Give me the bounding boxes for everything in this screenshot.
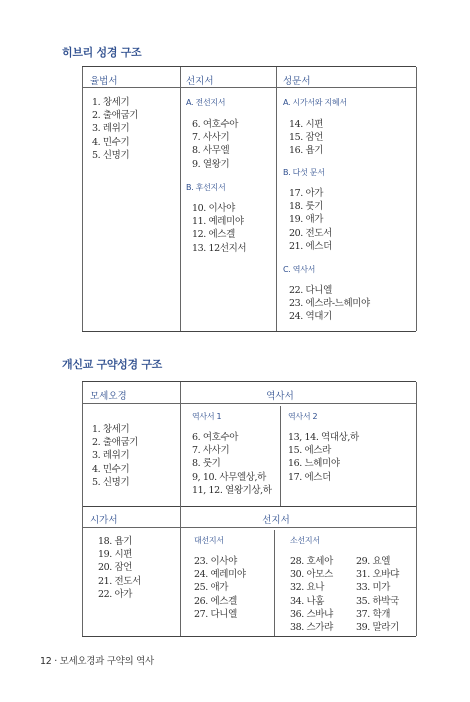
former-prophets-list <box>192 118 238 171</box>
protestant-section-title: 개신교 구약성경 구조 <box>62 358 162 371</box>
list-item: 12. 에스겔 <box>192 229 235 241</box>
list-item: 37. 학개 <box>356 608 391 620</box>
history2-label: 역사서 2 <box>288 412 318 421</box>
history1-label: 역사서 1 <box>192 412 222 421</box>
hebrew-top-rule <box>82 66 416 67</box>
list-item: 4. 민수기 <box>92 136 130 148</box>
writings-a-list <box>289 118 323 158</box>
list-item: 26. 에스겔 <box>194 595 237 607</box>
list-item: 22. 아가 <box>98 588 133 600</box>
list-item: 24. 예레미야 <box>194 569 246 581</box>
list-item: 7. 사사기 <box>192 445 230 457</box>
list-item: 13. 12선지서 <box>192 242 247 254</box>
list-item: 36. 스바냐 <box>290 608 333 620</box>
list-item: 3. 레위기 <box>92 450 130 462</box>
header-writings: 성문서 <box>283 76 311 87</box>
list-item: 1. 창세기 <box>92 97 130 108</box>
list-item: 3. 레위기 <box>92 123 130 135</box>
list-item: 25. 애가 <box>194 582 229 594</box>
list-item: 35. 하박국 <box>356 595 399 607</box>
list-item: 38. 스가랴 <box>290 622 333 634</box>
list-item: 14. 시편 <box>289 119 324 130</box>
list-item: 16. 느헤미야 <box>288 458 340 470</box>
list-item: 4. 민수기 <box>92 463 130 475</box>
writings-b-list <box>289 187 332 253</box>
protestant-header-rule <box>82 403 416 404</box>
header-pentateuch: 모세오경 <box>90 391 127 402</box>
history1-list <box>192 431 272 497</box>
list-item: 20. 잠언 <box>98 562 133 574</box>
list-item: 9. 열왕기 <box>192 158 230 170</box>
list-item: 8. 룻기 <box>192 458 221 470</box>
former-prophets-label: A. 전선지서 <box>186 98 226 107</box>
hebrew-header-rule <box>82 87 416 88</box>
list-item: 15. 에스라 <box>288 445 331 457</box>
torah-list <box>92 96 138 162</box>
list-item: 8. 사무엘 <box>192 145 230 157</box>
minor-prophets-label: 소선지서 <box>290 536 320 545</box>
list-item: 11. 예레미야 <box>192 216 244 228</box>
history2-list <box>288 431 359 484</box>
protestant-bottom-rule <box>82 636 416 637</box>
list-item: 5. 신명기 <box>92 149 130 161</box>
pentateuch-list <box>92 423 138 489</box>
list-item: 19. 시편 <box>98 549 133 561</box>
page-footer: 12 · 모세오경과 구약의 역사 <box>40 656 154 667</box>
hebrew-bottom-rule <box>82 331 416 332</box>
list-item: 32. 요나 <box>290 582 325 594</box>
protestant-top-rule <box>82 381 416 382</box>
list-item: 28. 호세아 <box>290 556 333 567</box>
header-torah: 율법서 <box>90 76 118 87</box>
list-item: 13, 14. 역대상,하 <box>288 432 359 443</box>
list-item: 17. 에스더 <box>288 471 331 483</box>
list-item: 20. 전도서 <box>289 227 332 239</box>
list-item: 34. 나훔 <box>290 595 325 607</box>
list-item: 16. 욥기 <box>289 145 324 157</box>
list-item: 2. 출애굽기 <box>92 110 138 122</box>
list-item: 22. 다니엘 <box>289 285 332 296</box>
latter-prophets-list <box>192 202 246 255</box>
list-item: 5. 신명기 <box>92 476 130 488</box>
list-item: 6. 여호수아 <box>192 119 238 130</box>
minor-prophets-list-1 <box>290 555 333 634</box>
list-item: 21. 전도서 <box>98 575 141 587</box>
list-item: 18. 욥기 <box>98 536 133 547</box>
hebrew-section-title: 히브리 성경 구조 <box>62 46 142 59</box>
protestant-mid-rule <box>82 506 416 507</box>
list-item: 7. 사사기 <box>192 132 230 144</box>
writings-b-label: B. 다섯 문서 <box>283 168 325 177</box>
list-item: 31. 오바댜 <box>356 569 399 581</box>
major-prophets-list <box>194 555 246 621</box>
list-item: 21. 에스더 <box>289 240 332 252</box>
minor-prophets-list-2 <box>356 555 399 634</box>
list-item: 1. 창세기 <box>92 424 130 435</box>
poetry-list <box>98 535 141 601</box>
header-poetry: 시가서 <box>90 515 118 526</box>
header-prophets: 선지서 <box>186 76 214 87</box>
list-item: 23. 이사야 <box>194 556 237 567</box>
header-history: 역사서 <box>266 391 294 402</box>
list-item: 2. 출애굽기 <box>92 437 138 449</box>
list-item: 33. 미가 <box>356 582 391 594</box>
list-item: 17. 아가 <box>289 188 324 199</box>
list-item: 30. 아모스 <box>290 569 333 581</box>
list-item: 23. 에스라-느헤미야 <box>289 298 370 310</box>
list-item: 29. 요엘 <box>356 556 391 567</box>
list-item: 6. 여호수아 <box>192 432 238 443</box>
writings-c-label: C. 역사서 <box>283 265 316 274</box>
writings-c-list <box>289 284 370 324</box>
list-item: 15. 잠언 <box>289 132 324 144</box>
list-item: 11, 12. 열왕기상,하 <box>192 484 272 496</box>
list-item: 9, 10. 사무엘상,하 <box>192 471 266 483</box>
list-item: 10. 이사야 <box>192 203 235 214</box>
header-prophets-books: 선지서 <box>262 515 290 526</box>
latter-prophets-label: B. 후선지서 <box>186 183 226 192</box>
list-item: 24. 역대기 <box>289 311 332 323</box>
protestant-header2-rule <box>82 527 416 528</box>
major-prophets-label: 대선지서 <box>194 536 224 545</box>
list-item: 19. 애가 <box>289 214 324 226</box>
list-item: 18. 룻기 <box>289 201 324 213</box>
list-item: 39. 말라기 <box>356 622 399 634</box>
writings-a-label: A. 시가서와 지혜서 <box>283 98 347 107</box>
list-item: 27. 다니엘 <box>194 608 237 620</box>
